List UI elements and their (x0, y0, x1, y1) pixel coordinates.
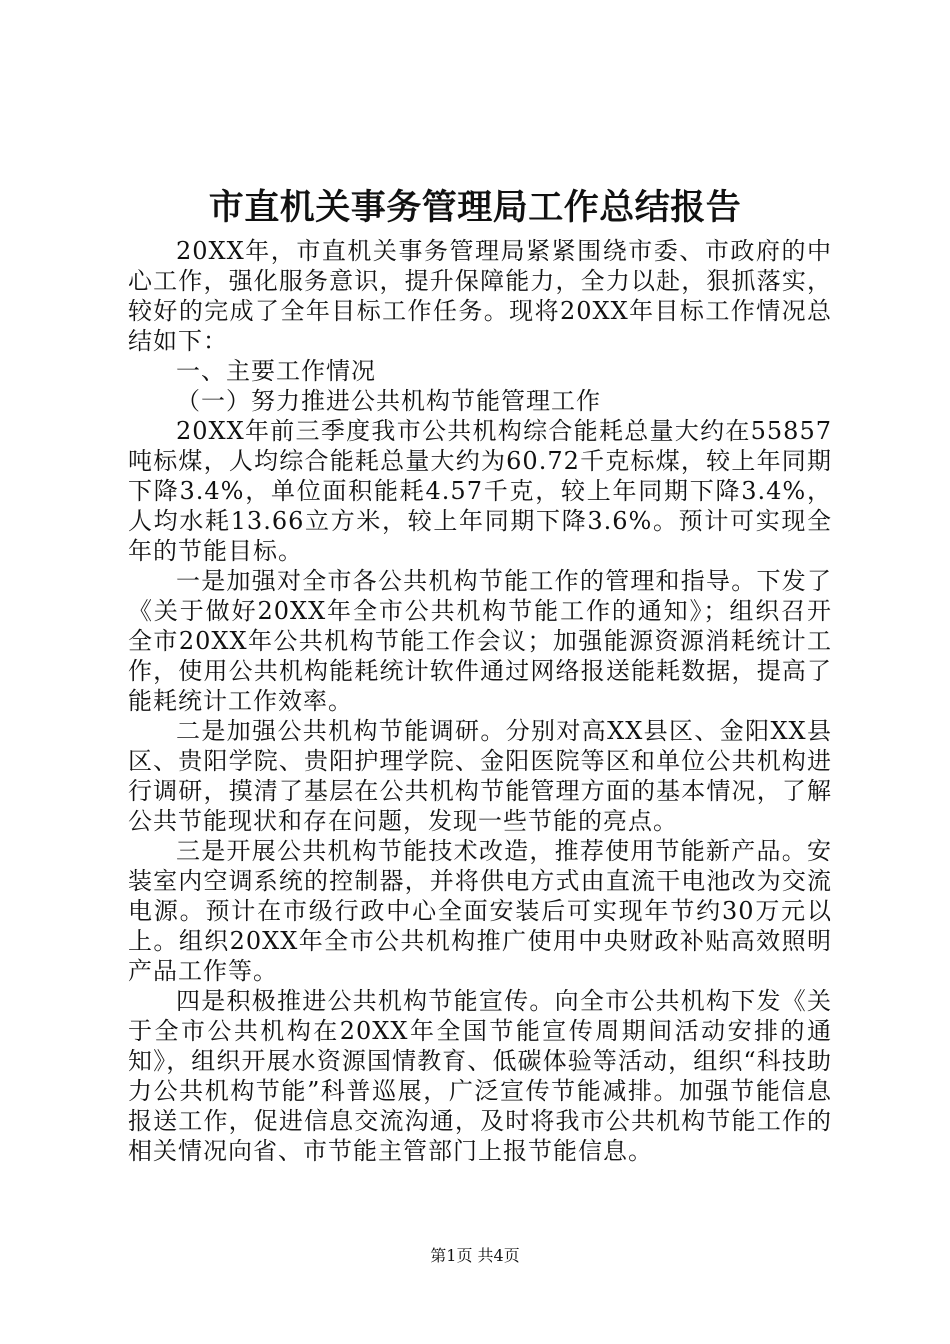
page-number-footer: 第1页 共4页 (430, 1246, 520, 1265)
paragraph-item-four: 四是积极推进公共机构节能宣传。向全市公共机构下发《关于全市公共机构在20XX年全国节能宣传周期间活动安排的通知》，组织开展水资源国情教育、低碳体验等活动，组织“科技助力公共机构节能”科普巡展，广泛宣传节能减排。加强节能信息报送工作，促进信息交流沟通，及时将我市公共机构节能工作的相关情况向省、市节能主管部门上报节能信息。 (128, 987, 832, 1165)
paragraph-item-one: 一是加强对全市各公共机构节能工作的管理和指导。下发了《关于做好20XX年全市公共机构节能工作的通知》；组织召开全市20XX年公共机构节能工作会议；加强能源资源消耗统计工作，使用公共机构能耗统计软件通过网络报送能耗数据，提高了能耗统计工作效率。 (128, 567, 832, 715)
document-body (128, 236, 832, 1166)
paragraph-item-two: 二是加强公共机构节能调研。分别对高XX县区、金阳XX县区、贵阳学院、贵阳护理学院、金阳医院等区和单位公共机构进行调研，摸清了基层在公共机构节能管理方面的基本情况，了解公共节能现状和存在问题，发现一些节能的亮点。 (128, 717, 832, 835)
document-title: 市直机关事务管理局工作总结报告 (208, 187, 742, 228)
paragraph-item-three: 三是开展公共机构节能技术改造，推荐使用节能新产品。安装室内空调系统的控制器，并将供电方式由直流干电池改为交流电源。预计在市级行政中心全面安装后可实现年节约30万元以上。组织20XX年全市公共机构推广使用中央财政补贴高效照明产品工作等。 (128, 837, 832, 985)
subsection-heading: （一）努力推进公共机构节能管理工作 (176, 387, 601, 415)
paragraph-energy-stats: 20XX年前三季度我市公共机构综合能耗总量大约在55857吨标煤，人均综合能耗总量大约为60.72千克标煤，较上年同期下降3.4%，单位面积能耗4.57千克，较上年同期下降3.4%，人均水耗13.66立方米，较上年同期下降3.6%。预计可实现全年的节能目标。 (128, 417, 832, 565)
paragraph-intro: 20XX年，市直机关事务管理局紧紧围绕市委、市政府的中心工作，强化服务意识，提升保障能力，全力以赴，狠抓落实，较好的完成了全年目标工作任务。现将20XX年目标工作情况总结如下： (128, 237, 832, 355)
section-heading: 一、主要工作情况 (176, 357, 376, 385)
